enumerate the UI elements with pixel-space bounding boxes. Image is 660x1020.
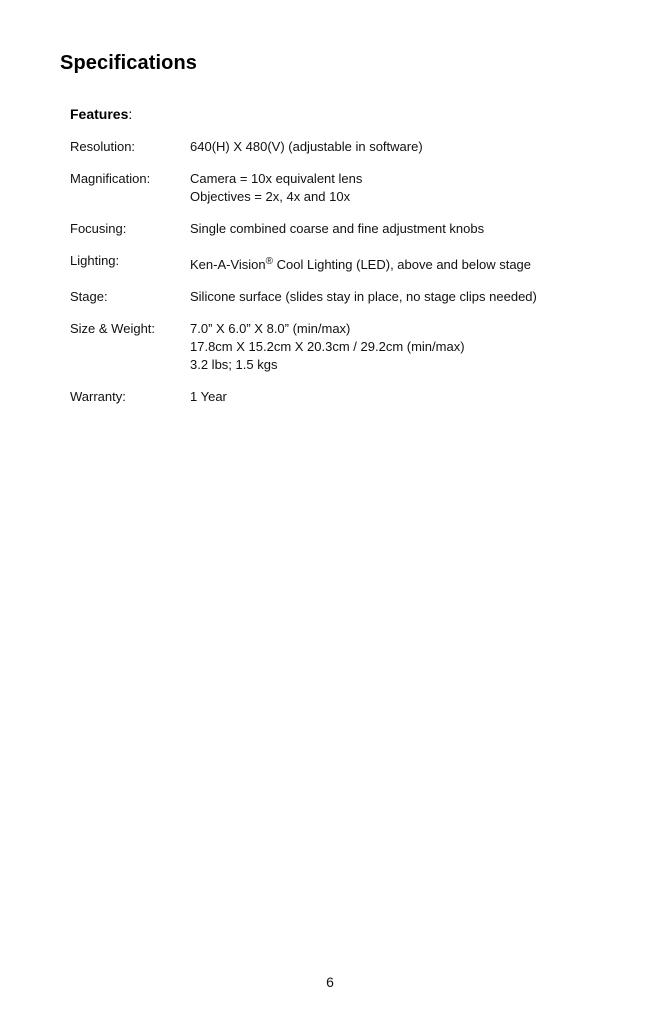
- spec-value-line: 3.2 lbs; 1.5 kgs: [190, 357, 278, 372]
- spec-row-stage: [70, 288, 590, 306]
- spec-value-line: Objectives = 2x, 4x and 10x: [190, 189, 351, 204]
- page-number: 6: [326, 974, 334, 990]
- spec-row-warranty: [70, 388, 590, 406]
- brand-name: Ken-A-Vision: [190, 257, 266, 272]
- spec-values-focusing: [190, 220, 590, 238]
- spec-label-lighting: Lighting:: [70, 253, 120, 268]
- spec-value-line: 7.0” X 6.0” X 8.0” (min/max): [190, 321, 351, 336]
- spec-value-line: 1 Year: [190, 389, 227, 404]
- spec-label-warranty: Warranty:: [70, 389, 126, 404]
- spec-table: [70, 138, 590, 420]
- spec-values-magnification: [190, 170, 590, 206]
- spec-values-lighting: [190, 252, 590, 274]
- spec-label-resolution: Resolution:: [70, 139, 136, 154]
- spec-row-lighting: [70, 252, 590, 274]
- features-heading: [70, 106, 132, 122]
- spec-value-line: [190, 256, 590, 274]
- spec-values-stage: [190, 288, 590, 306]
- spec-values-warranty: [190, 388, 590, 406]
- spec-value-line: Camera = 10x equivalent lens: [190, 171, 363, 186]
- spec-values-size-weight: [190, 320, 590, 374]
- spec-row-size-weight: [70, 320, 590, 374]
- features-heading-colon: :: [128, 106, 133, 122]
- features-heading-label: Features: [70, 106, 129, 122]
- spec-value-line: 17.8cm X 15.2cm X 20.3cm / 29.2cm (min/max): [190, 339, 465, 354]
- spec-value-line: Single combined coarse and fine adjustment knobs: [190, 221, 485, 236]
- spec-row-focusing: [70, 220, 590, 238]
- spec-values-resolution: [190, 138, 590, 156]
- lighting-description: Cool Lighting (LED), above and below stage: [273, 257, 532, 272]
- spec-label-size-weight: Size & Weight:: [70, 321, 156, 336]
- page-title: Specifications: [60, 52, 197, 74]
- spec-label-stage: Stage:: [70, 289, 108, 304]
- spec-label-magnification: Magnification:: [70, 171, 151, 186]
- registered-trademark-mark: ®: [265, 256, 274, 267]
- spec-label-focusing: Focusing:: [70, 221, 127, 236]
- spec-value-line: Silicone surface (slides stay in place, no stage clips needed): [190, 289, 537, 304]
- spec-row-resolution: [70, 138, 590, 156]
- spec-value-line: 640(H) X 480(V) (adjustable in software): [190, 139, 423, 154]
- spec-row-magnification: [70, 170, 590, 206]
